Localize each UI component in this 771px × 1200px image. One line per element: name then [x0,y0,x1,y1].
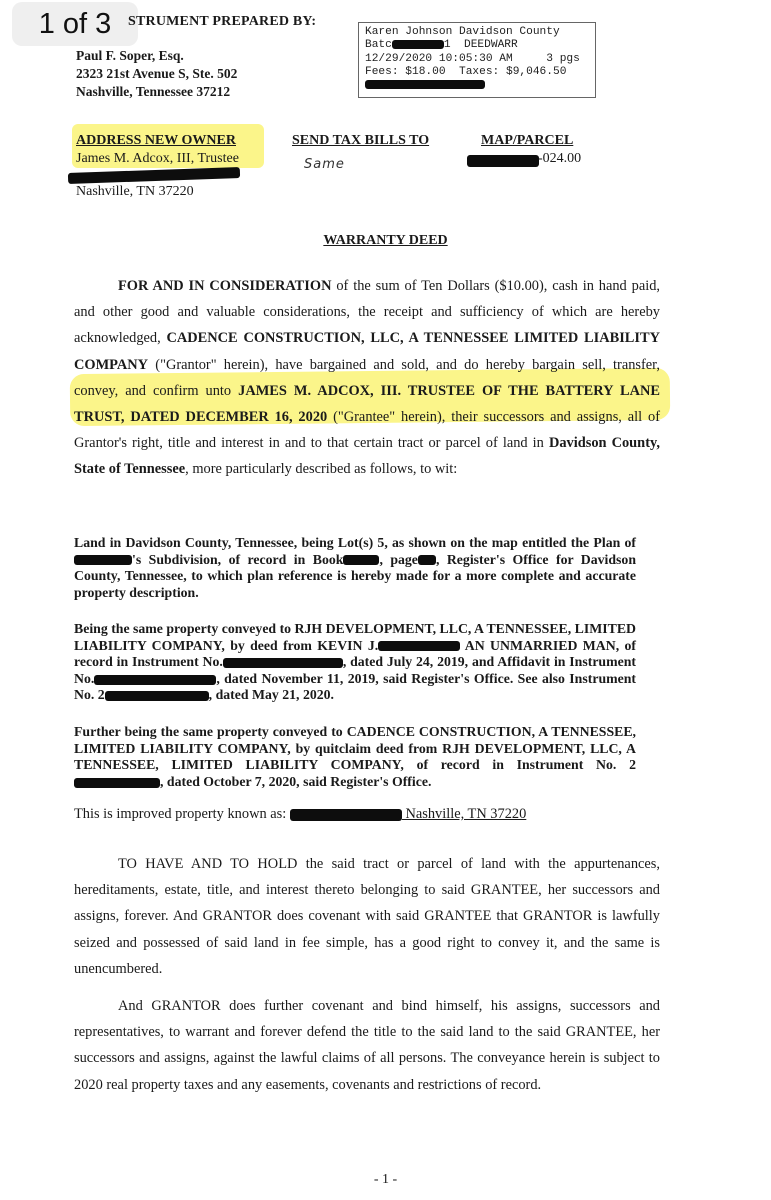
redaction-mark [223,658,343,668]
redaction-mark [343,555,379,565]
new-owner-city: Nashville, TN 37220 [76,184,194,199]
stamp-line-4: Fees: $18.00 Taxes: $9,046.50 [365,66,567,79]
redaction-mark [74,555,132,565]
grantee-name: JAMES M. ADCOX, III. TRUSTEE OF THE BATTERY LANE TRUST, [74,382,660,426]
p1-text-1: of the sum of Ten Dollars ($10.00), cash in hand paid, and other good and valuable considerations, the receipt and sufficiency of which are hereby acknowledged, [74,278,660,347]
grantor-name: CADENCE CONSTRUCTION, LLC, A TENNESSEE LIMITED LIABILITY COMPANY [74,330,660,373]
county-name: Davidson County, State of Tennessee [74,435,660,478]
new-owner-name: James M. Adcox, III, Trustee [76,151,239,166]
p2-text-d: , Register's Office for Davidson County, Tennessee, to which plan reference is hereby made for a more complete and accurate property description. [74,551,636,600]
p1-text-2: ("Grantor" herein), have bargained and sold, and do hereby bargain [148,356,583,373]
page-counter-badge: 1 of 3 [12,2,138,46]
page-number: - 1 - [373,1172,398,1187]
consideration-paragraph [74,273,660,483]
p2-text-a: Land in Davidson County, Tennessee, being Lot(s) 5, as shown on the map entitled the Plan of [74,535,636,550]
redaction-mark [392,40,444,49]
prior-conveyance-paragraph [74,621,636,704]
tax-bills-heading: SEND TAX BILLS TO [292,133,430,148]
consideration-lead: FOR AND IN CONSIDERATION [118,278,332,294]
deed-title: WARRANTY DEED [323,233,448,248]
preparer-heading: STRUMENT PREPARED BY: [128,14,317,29]
map-parcel-heading: MAP/PARCEL [481,133,574,148]
redaction-mark [418,555,436,565]
trust-date: DATED DECEMBER 16, 2020 [130,409,328,426]
redaction-mark [74,778,160,788]
p1-text-5: , more particularly described as follows, to wit: [185,461,458,478]
p1-text-4: ("Grantee" herein), their successors and assigns, all of Grantor's right, title and interest in and to that certain tract or parcel of land in [74,409,660,452]
quitclaim-paragraph [74,724,636,790]
property-address-line [74,806,526,823]
new-owner-heading: ADDRESS NEW OWNER [76,133,236,148]
stamp-line-3: 12/29/2020 10:05:30 AM 3 pgs [365,52,580,65]
redaction-mark [467,155,539,167]
redaction-mark [378,641,460,651]
recording-stamp [358,22,596,98]
warranty-covenant-paragraph: And GRANTOR does further covenant and bind himself, his assigns, successors and representatives, to warrant and forever defend the title to the said land to the said GRANTEE, her successors and assigns, against the lawful claims of all persons. The conveyance herein is subject to 2020 real property taxes and any easements, covenants and restrictions of record. [74,998,660,1093]
p3-text-c: , dated July 24, 2019, and Affidavit in Instrument No. [74,654,636,686]
map-parcel-suffix: -024.00 [538,151,582,166]
redaction-mark [94,675,216,685]
p2-text-c: , page [379,551,418,567]
p3-text-d: , dated November 11, 2019, said Register's Office. See also Instrument No. 2 [74,670,636,703]
legal-description-paragraph [74,535,636,601]
p3-text-a: Being the same property conveyed to RJH DEVELOPMENT, LLC, A TENNESSEE, LIMITED LIABILITY COMPANY, by deed from KEVIN J. [74,621,636,653]
stamp-line-1: Karen Johnson Davidson County [365,26,560,38]
habendum-paragraph: TO HAVE AND TO HOLD the said tract or parcel of land with the appurtenances, hereditaments, estate, title, and interest thereto belonging to said GRANTEE, her successors and assigns, forever. And GRANTOR does covenant with said GRANTEE that GRANTOR is lawfully seized and possessed of said land in fee simple, has a good right to convey it, and the same is unencumbered. [74,856,660,977]
p1-highlight-text: sell, transfer, convey, and confirm unto [74,356,660,399]
stamp-line-2-suffix: 1 DEEDWARR [443,39,518,52]
stamp-line-2-prefix: Batc [365,39,392,52]
redaction-mark [68,167,240,184]
preparer-street: 2323 21st Avenue S, Ste. 502 [76,66,238,81]
p3-text-b: AN UNMARRIED MAN, of record in Instrument No. [74,637,637,670]
redaction-mark [365,80,485,89]
p5-text-a: This is improved property known as: [74,806,290,822]
p3-text-e: , dated May 21, 2020. [208,687,334,703]
redaction-mark [290,809,402,821]
redaction-mark [105,691,209,701]
p4-text-a: Further being the same property conveyed to CADENCE CONSTRUCTION, A TENNESSEE, LIMITED LIABILITY COMPANY, by quitclaim deed from RJH DEVELOPMENT, LLC, A TENNESSEE, LIMITED LIABILITY COMPANY, of record in Instrument No. 2 [74,724,636,773]
preparer-name: Paul F. Soper, Esq. [76,48,184,63]
p2-text-b: 's Subdivision, of record in Book [132,551,344,567]
p4-text-b: , dated October 7, 2020, said Register's Office. [160,773,432,789]
preparer-city: Nashville, Tennessee 37212 [76,84,231,99]
handwritten-same: Same [304,157,345,172]
property-address-city: Nashville, TN 37220 [401,806,527,822]
